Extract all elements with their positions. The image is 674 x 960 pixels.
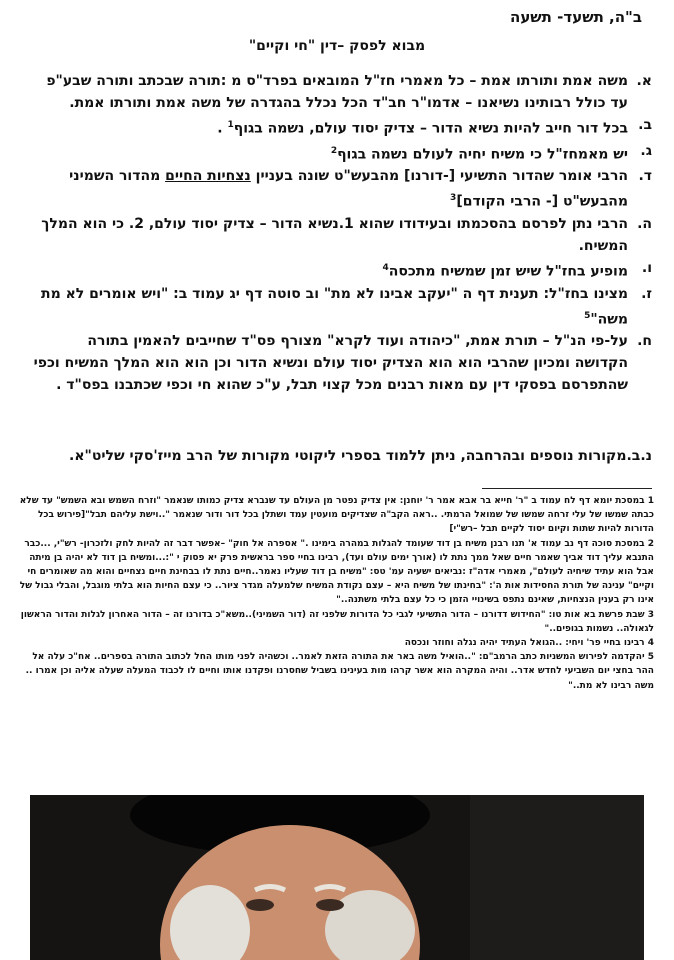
list-item-a	[32, 70, 652, 114]
item-letter: ה.	[637, 215, 652, 232]
footnote-2: 2 במסכת סוכה דף נב עמוד א' תנו רבנן משיח בן דוד שעומד להגלות במהרה בימינו ." אספרה אל חוק" –אפשר דבר זה להיות לחק ולזכרון- רש"י, ...כבר התנבא עליך דוד אביך שאמר חיים שאל ממך נתת לו (אורך ימים עולם ועד), רבינו בחיי ספר בראשית פרק יא פסוק י ":...ומשיח בן דוד לא יהיה בן מיתה אבל הוא עתיד שיחיה לעולם", מאמרי אדה"ז :נביאים ישעיה עמ' טס: "משיח בן דוד שעליו נאמר..חיים נתת לו בבחינת חיים נצחיים והוא מה שאומרים חי וקיים" ענינה של תורת החסידות אות ה': "בחינתו של משיח היא – עצם נקודת המשיח שלמעלה מגדר ציור.. כי עצם החיות הוא בלתי מוגבל, והבלי גבול של אינו רק בענין הנצחיות, שאינם נתפס בשינויי הזמן כי כל עצם בלתי משתנה.."	[19, 538, 654, 606]
item-text: מצינו בחז"ל: תענית דף ה "יעקב אבינו לא מת" וב סוטה דף יג עמוד ב: "ויש אומרים לא מת משה"$^5$	[41, 285, 628, 328]
footnote-3: 3 שבת פרשת בא אות טו: "החידוש דדורנו – הדור התשיעי לגבי כל הדורות שלפני זה (דור השמיני)..משא"כ בדורנו זה – הדור האחרון לגלות והדור הראשון לגאולה.. נשמות בגופים.."	[20, 609, 654, 634]
list-item-h	[32, 330, 652, 396]
item-text: הרבי אומר שהדור התשיעי [-דורנו] מהבעש"ט שונה בעניין נצחיות החיים מהדור השמיני מהבעש"ט [- הרבי הקודם]$^3$	[69, 168, 628, 210]
list-item-c	[32, 140, 652, 166]
footnote-ref: 4	[382, 262, 389, 273]
footnote-ref: 5	[584, 310, 591, 321]
postscript-note: נ.ב.מקורות נוספים ובהרחבה, ניתן ללמוד בספרי ליקוטי מקורות של הרב מייז'סקי שליט"א.	[69, 448, 652, 464]
header-date: ב"ה, תשעד- תשעה	[510, 8, 642, 26]
item-letter: ב.	[638, 117, 652, 133]
item-text: בכל דור חייב להיות נשיא הדור – צדיק יסוד עולם, נשמה בגוף$^1$ .	[217, 120, 628, 137]
footnote-ref: 1	[227, 120, 234, 130]
footnote-ref: 2	[330, 145, 338, 156]
item-letter: ג.	[640, 142, 652, 159]
portrait-photo	[30, 795, 644, 960]
document-title: מבוא לפסק –דין "חי וקיים"	[248, 38, 426, 54]
list-item-d	[32, 165, 652, 213]
item-letter: ו.	[641, 259, 652, 276]
footnotes	[18, 494, 654, 693]
item-text: על-פי הנ"ל – תורת אמת, "כיהודה ועוד לקרא" מצורף פס"ד שחייבים להאמין בתורה הקדושה ומכיון שהרבי הוא הוא הצדיק יסוד עולם ונשיא הדור וכן הוא הוא המלך המשיח וכפי שהתפרסם בפסקי דין עם מאות רבנים מכל קצוי תבל, ע"כ שהוא חי וכפי שכתבנו בפס"ד .	[33, 333, 628, 394]
item-letter: ח.	[637, 333, 652, 350]
list-item-g	[32, 283, 652, 331]
item-text: יש מאמחז"ל כי משיח יחיה לעולם נשמה בגוף$^2$	[330, 145, 628, 163]
footnote-4: 4 רבינו בחיי פר' ויחי: ..הגואל העתיד יהיה נגלה וחוזר ונכסה	[404, 638, 654, 649]
item-letter: ד.	[638, 168, 652, 185]
footnote-ref: 3	[450, 193, 457, 204]
list-item-e	[32, 213, 652, 257]
portrait-illustration	[30, 795, 644, 960]
footnote-1: 1 במסכת יומא דף לח עמוד ב "ר' חייא בר אבא אמר ר' יוחנן: אין צדיק נפטר מן העולם עד שנברא צדיק כמותו שנאמר "וזרח השמש ובא השמש" עד שלא כבתה שמשו של עלי זרחה שמשו של שמואל הרמתי. ..ראה הקב"ה שצדיקים מועטין עמד ושתלן בכל דור ודור שנאמר "..וישת עליהם תבל"[פירוש בכל הדורות להיות שתות וקיום יסוד לקיים תבל –רש"י]	[19, 496, 654, 535]
item-text: הרבי נתן לפרסם בהסכמתו ובעידודו שהוא 1.נשיא הדור – צדיק יסוד עולם, 2. כי הוא המלך המשיח.	[41, 215, 628, 254]
item-text: מופיע בחז"ל שיש זמן שמשיח מתכסה$^4$	[382, 262, 628, 280]
list-item-f	[32, 257, 652, 283]
item-letter: ז.	[641, 285, 652, 302]
footnote-divider	[482, 488, 652, 489]
footnote-5: 5 יהקדמה לפירוש המשניות כתב הרמב"ם: "..הואיל משה באר את התורה הזאת לאמר.. וכשהיה לפני מותו החל לכתוב התורה בספרים.. אח"כ עלה אל ההר בחצי יום השביעי לחדש אדר.. והיה המקרה הוא אשר קרהו מות בעינינו בשביל שחסרנו ופקדנו אותו וחיים לו לכבוד המעלה שעלה אליה וכן אמרו .. משה רבינו לא מת.."	[25, 652, 654, 691]
underlined-phrase: נצחיות החיים	[165, 168, 251, 185]
numbered-list	[32, 70, 652, 396]
item-letter: א.	[636, 73, 652, 89]
list-item-b	[32, 114, 652, 140]
item-text: משה אמת ותורתו אמת – כל מאמרי חז"ל המובאים בפרד"ס מ :תורה שבכתב ותורה שבע"פ עד כולל רבותינו נשיאנו – אדמו"ר חב"ד הכל נכלל בהגדרה של משה אמת ותורתו אמת.	[46, 73, 628, 111]
